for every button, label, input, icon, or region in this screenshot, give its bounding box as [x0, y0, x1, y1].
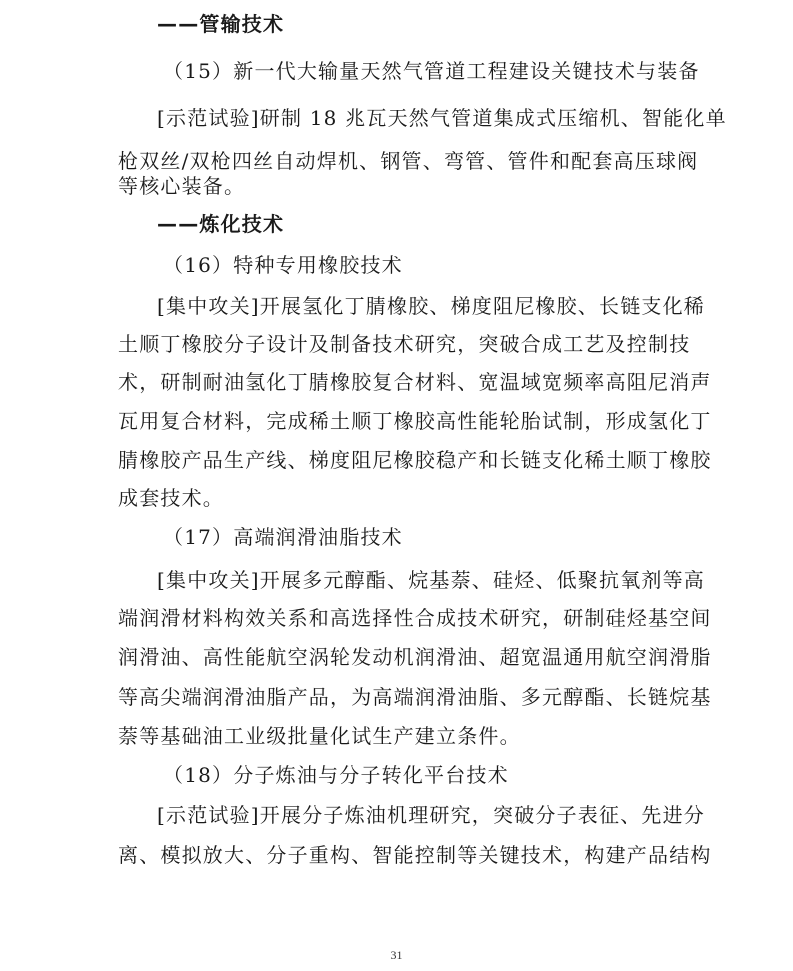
paragraph-line: 瓦用复合材料，完成稀土顺丁橡胶高性能轮胎试制，形成氢化丁 — [118, 409, 712, 433]
paragraph-line: [示范试验]研制 18 兆瓦天然气管道集成式压缩机、智能化单 — [157, 106, 727, 130]
paragraph-line: 术，研制耐油氢化丁腈橡胶复合材料、宽温域宽频率高阻尼消声 — [118, 370, 712, 394]
paragraph-line: [集中攻关]开展氢化丁腈橡胶、梯度阻尼橡胶、长链支化稀 — [157, 294, 706, 318]
paragraph-line: 离、模拟放大、分子重构、智能控制等关键技术，构建产品结构 — [118, 843, 712, 867]
paragraph-line: 润滑油、高性能航空涡轮发动机润滑油、超宽温通用航空润滑脂 — [118, 645, 712, 669]
section-heading-refining: ——炼化技术 — [157, 212, 285, 236]
section-heading-pipeline: ——管输技术 — [157, 12, 285, 36]
item-title-18: （18）分子炼油与分子转化平台技术 — [163, 763, 509, 787]
paragraph-line: 等核心装备。 — [118, 174, 246, 198]
paragraph-line: 枪双丝/双枪四丝自动焊机、钢管、弯管、管件和配套高压球阀 — [118, 149, 699, 173]
item-title-16: （16）特种专用橡胶技术 — [163, 253, 403, 277]
paragraph-line: [示范试验]开展分子炼油机理研究，突破分子表征、先进分 — [157, 803, 706, 827]
paragraph-line: 端润滑材料构效关系和高选择性合成技术研究，研制硅烃基空间 — [118, 606, 712, 630]
paragraph-line: 腈橡胶产品生产线、梯度阻尼橡胶稳产和长链支化稀土顺丁橡胶 — [118, 448, 712, 472]
paragraph-line: 成套技术。 — [118, 486, 224, 510]
paragraph-line: 萘等基础油工业级批量化试生产建立条件。 — [118, 724, 521, 748]
paragraph-line: 土顺丁橡胶分子设计及制备技术研究，突破合成工艺及控制技 — [118, 332, 691, 356]
paragraph-line: 等高尖端润滑油脂产品，为高端润滑油脂、多元醇酯、长链烷基 — [118, 685, 712, 709]
paragraph-line: [集中攻关]开展多元醇酯、烷基萘、硅烃、低聚抗氧剂等高 — [157, 568, 706, 592]
item-title-17: （17）高端润滑油脂技术 — [163, 525, 403, 549]
item-title-15: （15）新一代大输量天然气管道工程建设关键技术与装备 — [163, 59, 700, 83]
page-number: 31 — [390, 948, 403, 962]
